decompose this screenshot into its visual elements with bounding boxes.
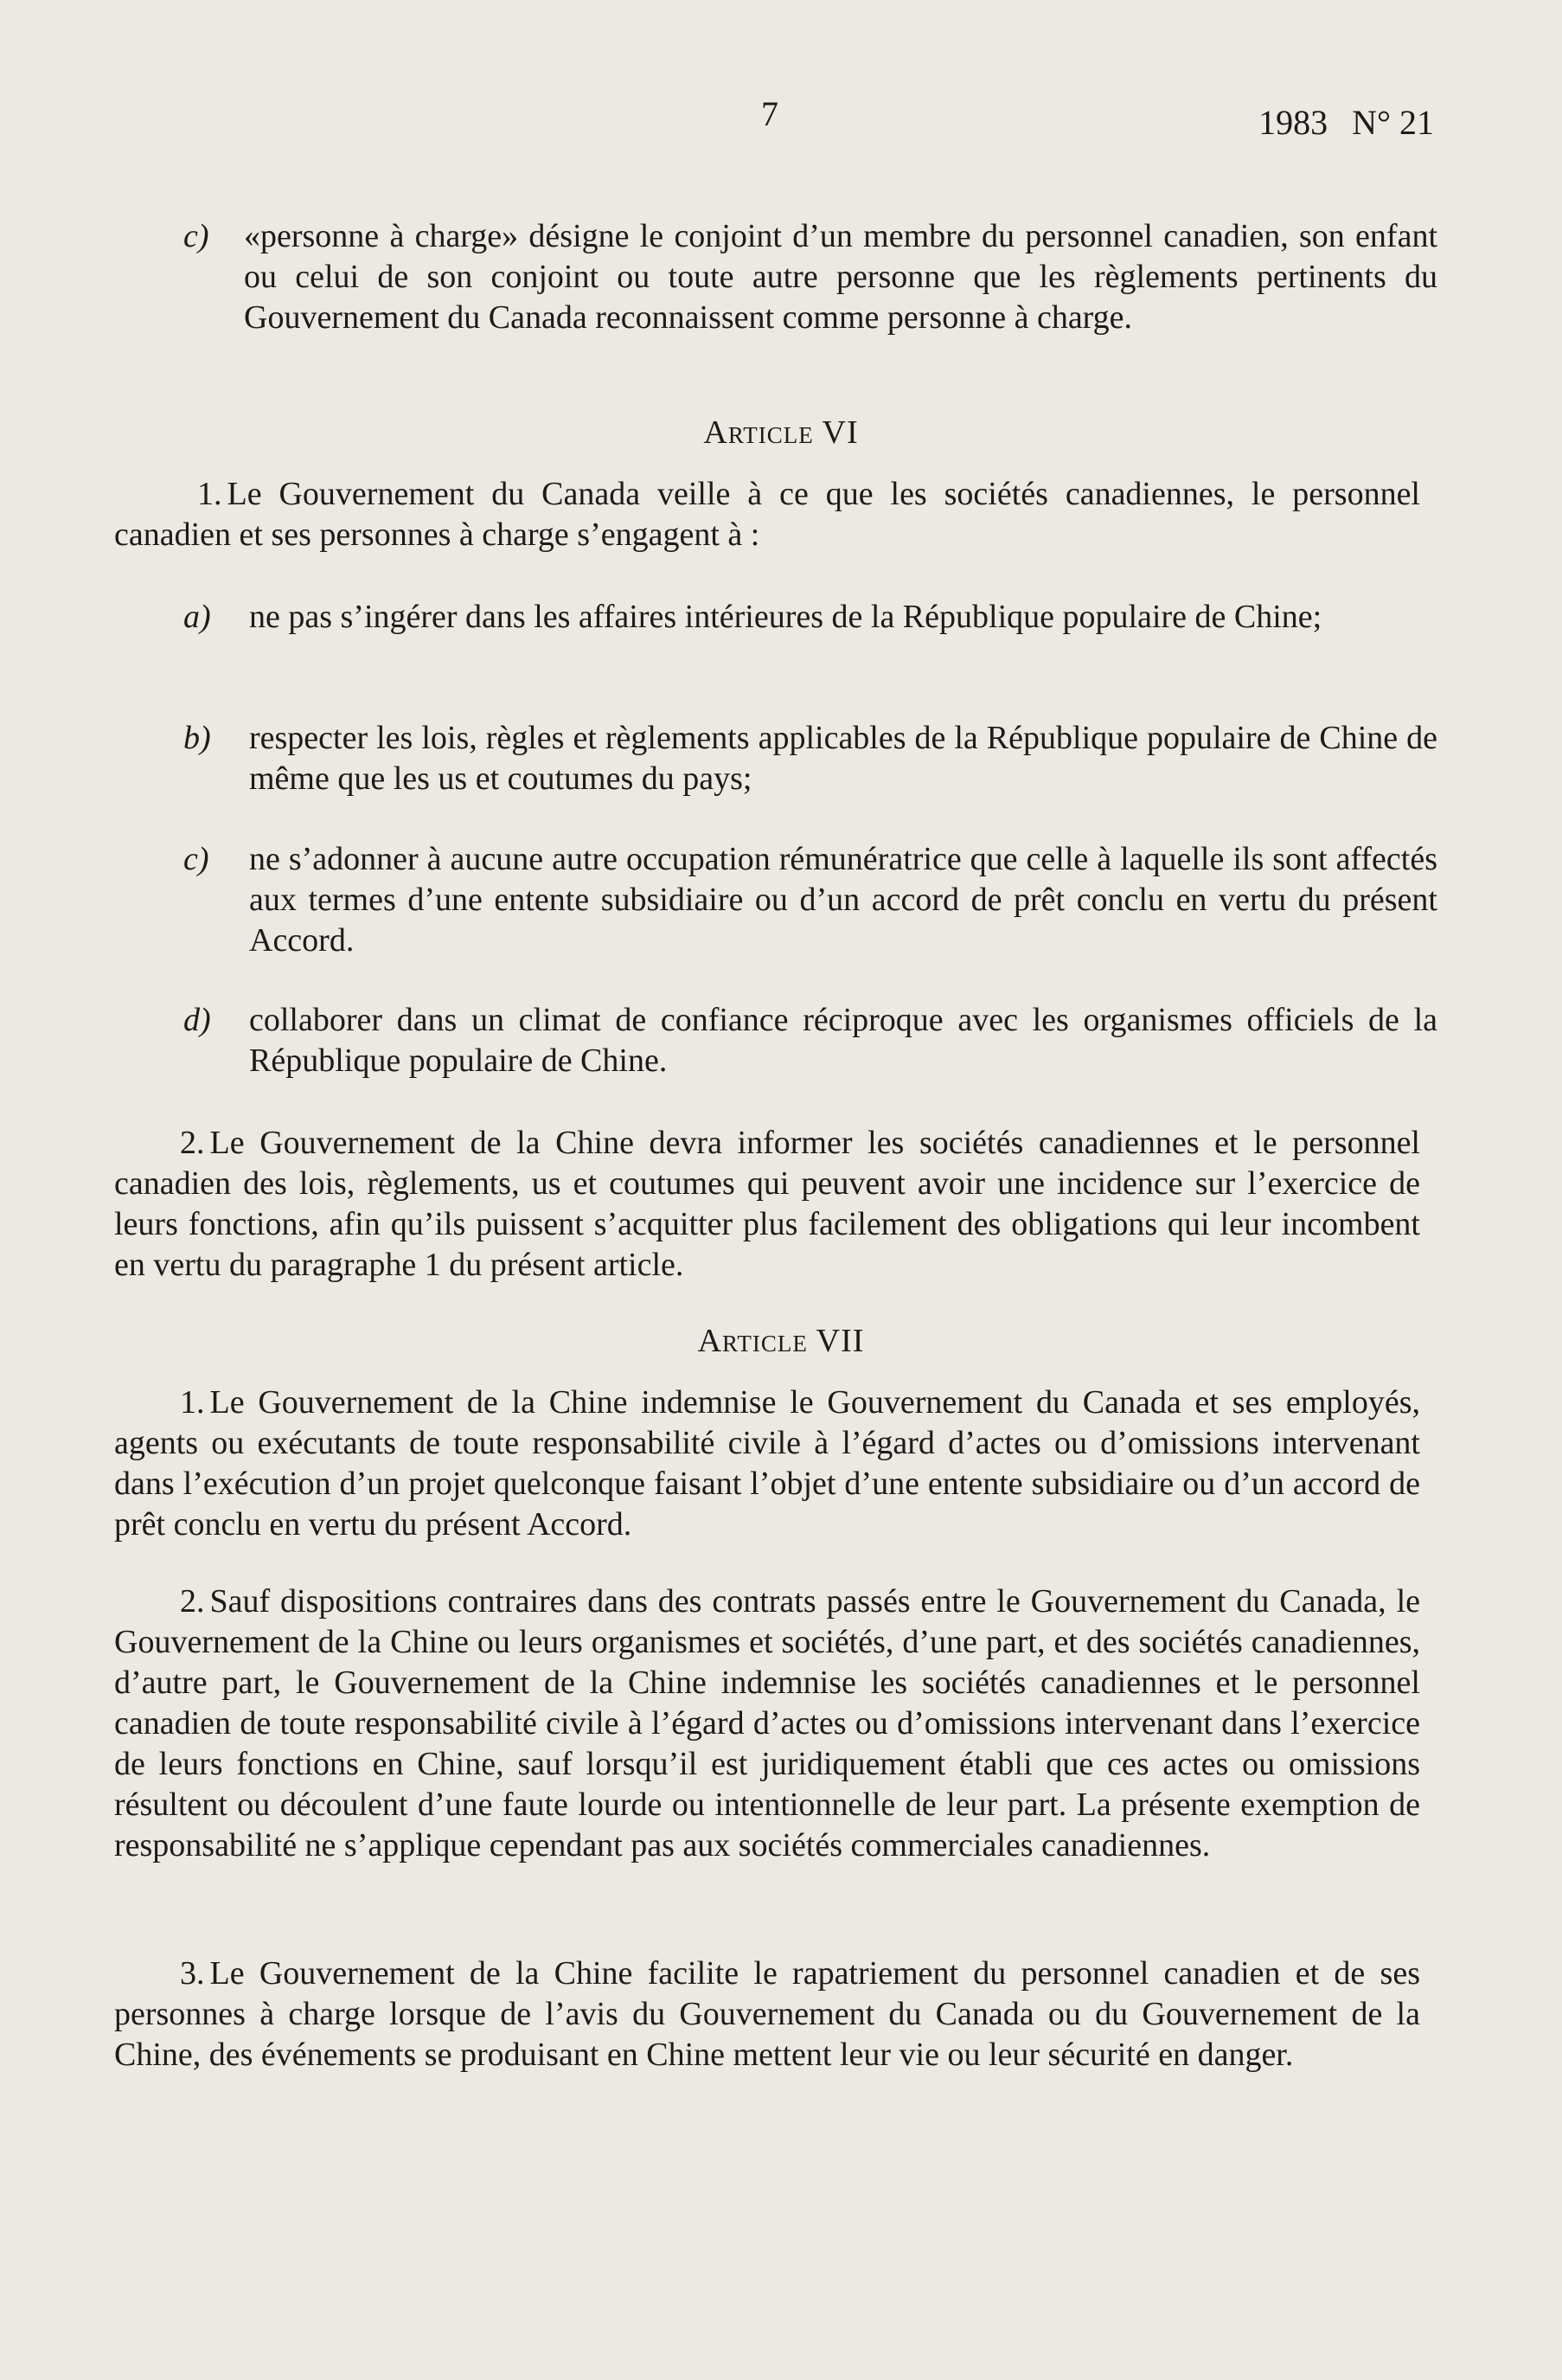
paragraph-text: Le Gouvernement de la Chine facilite le rapatriement du personnel canadien et de ses personnes à charge lorsque de l’avis du Gouvernement du Canada ou du Gouvernement de la Chine, des événements se produisant en Chine mettent leur vie ou leur sécurité en danger. (114, 1955, 1420, 2073)
article-vi-paragraph-1 (114, 474, 1420, 555)
item-a-letter: a) (183, 599, 211, 635)
item-c-text: ne s’adonner à aucune autre occupation rémunératrice que celle à laquelle ils sont affectés aux termes d’une entente subsidiaire ou d’un accord de prêt conclu en vertu du présent Accord. (249, 841, 1437, 959)
publication-reference (1258, 102, 1434, 143)
item-a-text: ne pas s’ingérer dans les affaires intérieures de la République populaire de Chine; (249, 599, 1322, 635)
article-vi-heading: Article VI (703, 414, 859, 451)
definition-text: «personne à charge» désigne le conjoint d’un membre du personnel canadien, son enfant ou celui de son conjoint ou toute autre personne que les règlements pertinents du Gouvernement du Canada reconnaissent comme personne à charge. (244, 218, 1437, 336)
paragraph-number: 1. (197, 476, 222, 512)
article-vii-paragraph-3 (114, 1953, 1420, 2075)
page-number: 7 (761, 94, 778, 133)
definition-letter: c) (183, 218, 209, 254)
paragraph-text: Sauf dispositions contraires dans des contrats passés entre le Gouvernement du Canada, le Gouvernement de la Chine ou leurs organismes et sociétés, d’une part, et des sociétés canadiennes, d’autre part, le Gouvernement de la Chine indemnise les sociétés canadiennes et le personnel canadien de toute responsabilité civile à l’égard d’actes ou d’omissions intervenant dans l’exercice de leurs fonctions en Chine, sauf lorsqu’il est juridiquement établi que ces actes ou omissions résultent ou découlent d’une faute lourde ou intentionnelle de leur part. La présente exemption de responsabilité ne s’applique cependant pas aux sociétés commerciales canadiennes. (114, 1583, 1420, 1864)
article-vii-paragraph-2 (114, 1581, 1420, 1866)
paragraph-number: 2. (180, 1583, 205, 1620)
item-b-letter: b) (183, 720, 211, 756)
item-d-letter: d) (183, 1002, 211, 1038)
publication-issue: N° 21 (1352, 103, 1434, 142)
paragraph-text: Le Gouvernement du Canada veille à ce que les sociétés canadiennes, le personnel canadien et ses personnes à charge s’engagent à : (114, 476, 1420, 553)
paragraph-number: 3. (180, 1955, 205, 1992)
article-vi-paragraph-2 (114, 1123, 1420, 1286)
paragraph-number: 2. (180, 1125, 205, 1161)
article-vii-paragraph-1 (114, 1382, 1420, 1545)
paragraph-text: Le Gouvernement de la Chine indemnise le Gouvernement du Canada et ses employés, agents ou exécutants de toute responsabilité civile à l’égard d’actes ou d’omissions intervenant dans l’exécution d’un projet quelconque faisant l’objet d’une entente subsidiaire ou d’un accord de prêt conclu en vertu du présent Accord. (114, 1384, 1420, 1543)
publication-year: 1983 (1258, 103, 1328, 142)
paragraph-number: 1. (180, 1384, 205, 1421)
item-d-text: collaborer dans un climat de confiance réciproque avec les organismes officiels de la République populaire de Chine. (249, 1002, 1437, 1079)
paragraph-text: Le Gouvernement de la Chine devra informer les sociétés canadiennes et le personnel canadien des lois, règlements, us et coutumes qui peuvent avoir une incidence sur l’exercice de leurs fonctions, afin qu’ils puissent s’acquitter plus facilement des obligations qui leur incombent en vertu du paragraphe 1 du présent article. (114, 1125, 1420, 1283)
article-vii-heading: Article VII (697, 1323, 865, 1359)
item-b-text: respecter les lois, règles et règlements applicables de la République populaire de Chine de même que les us et coutumes du pays; (249, 720, 1437, 797)
item-c-letter: c) (183, 841, 209, 877)
